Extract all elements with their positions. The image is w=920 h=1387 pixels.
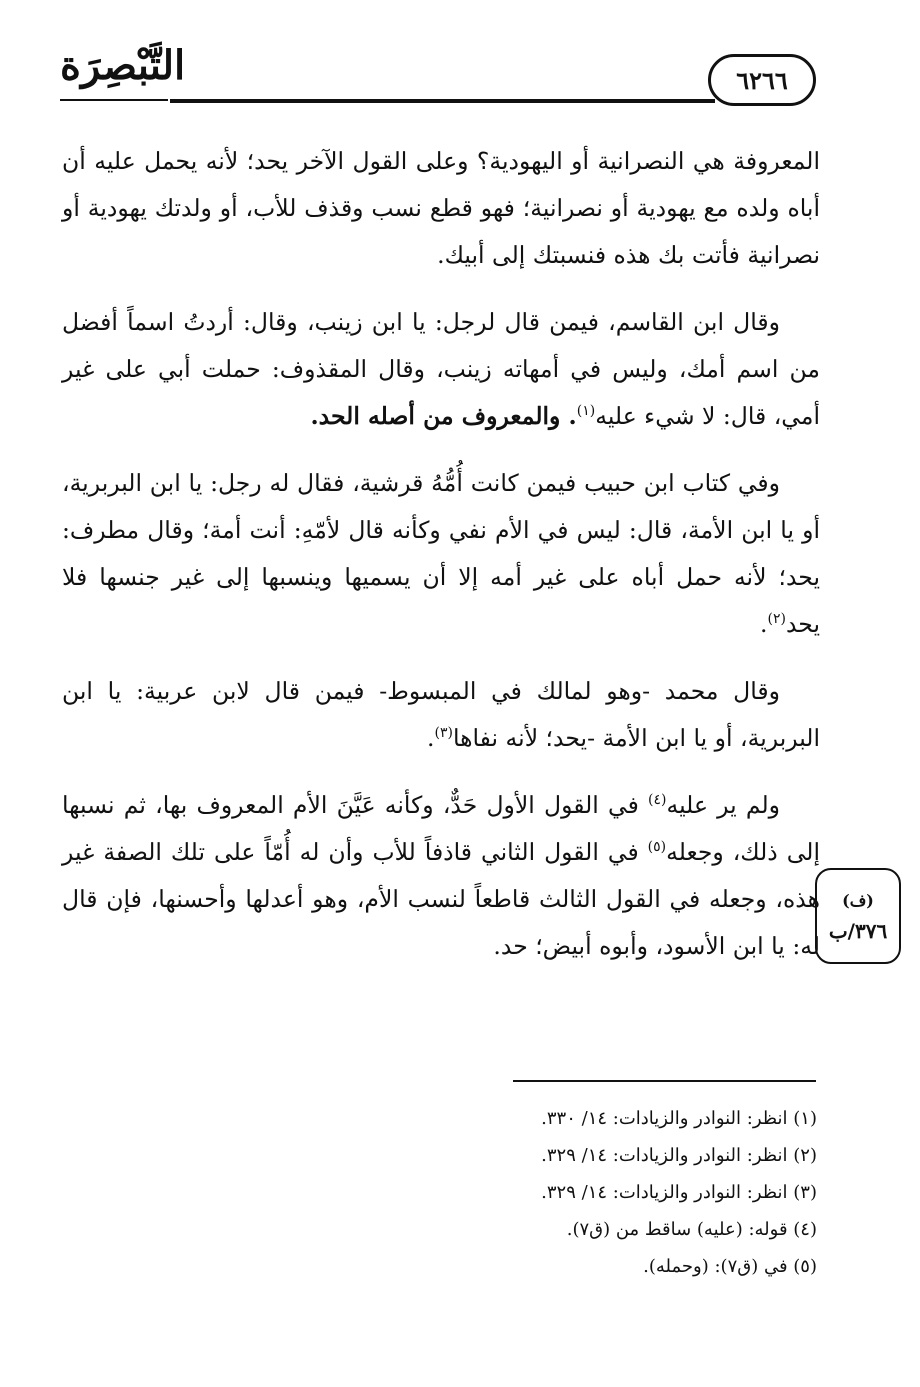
footnote-ref-3: (٣) xyxy=(434,725,453,742)
footnote-ref-5: (٥) xyxy=(647,839,667,856)
footnote-4: (٤) قوله: (عليه) ساقط من (ق٧). xyxy=(566,1219,817,1240)
footnote-2: (٢) انظر: النوادر والزيادات: ١٤/ ٣٢٩. xyxy=(541,1145,817,1166)
paragraph-4 xyxy=(62,668,820,762)
paragraph-5-text-c: في القول الثاني قاذفاً للأب وأن له أُمّاً على تلك الصفة غير هذه، وجعله في القول الثالث قاطعاً لنسب الأم، وهو أعدلها وأحسنها، فإن قال له: يا ابن الأسود، وأبوه أبيض؛ حد. xyxy=(62,838,820,960)
paragraph-5 xyxy=(62,782,820,970)
page-number: ٦٢٦٦ xyxy=(708,54,816,106)
margin-note-label: (ف) xyxy=(842,891,874,910)
margin-note-folio: ٣٧٦/ب xyxy=(828,919,888,943)
paragraph-4-tail: . xyxy=(426,724,435,752)
paragraph-3 xyxy=(62,460,820,648)
book-title: التَّبْصِرَة xyxy=(60,42,186,89)
footnote-5: (٥) في (ق٧): (وحمله). xyxy=(643,1256,817,1277)
footnote-3: (٣) انظر: النوادر والزيادات: ١٤/ ٣٢٩. xyxy=(541,1182,817,1203)
paragraph-5-text-b: في القول الأول حَدٌّ، وكأنه عَيَّنَ الأم المعروف بها، ثم نسبها إلى ذلك، وجعله xyxy=(62,791,820,866)
paragraph-3-tail: . xyxy=(760,610,768,638)
footnote-ref-1: (١) xyxy=(576,403,596,420)
footnote-ref-4: (٤) xyxy=(648,792,667,809)
footnote-separator xyxy=(513,1080,816,1082)
paragraph-1: المعروفة هي النصرانية أو اليهودية؟ وعلى القول الآخر يحد؛ لأنه يحمل عليه أن أباه ولده مع يهودية أو نصرانية؛ فهو قطع نسب وقذف للأب، أو ولدتك يهودية أو نصرانية فأتت بك هذه فنسبتك إلى أبيك. xyxy=(62,147,820,269)
paragraph-2 xyxy=(62,299,820,440)
paragraph-4-text: وقال محمد -وهو لمالك في المبسوط- فيمن قال لابن عربية: يا ابن البربرية، أو يا ابن الأمة -يحد؛ لأنه نفاها xyxy=(62,677,820,752)
main-text xyxy=(62,138,820,990)
manuscript-margin-note xyxy=(815,868,901,964)
footnote-1: (١) انظر: النوادر والزيادات: ١٤/ ٣٣٠. xyxy=(541,1108,817,1129)
paragraph-2-text: وقال ابن القاسم، فيمن قال لرجل: يا ابن زينب، وقال: أردتُ اسماً أفضل من اسم أمك، وليس في أمهاته زينب، وقال المقذوف: حملت أبي على غير أمي، قال: لا شيء عليه xyxy=(62,308,820,430)
paragraph-5-text-a: ولم ير عليه xyxy=(666,791,780,819)
footnote-ref-2: (٢) xyxy=(767,611,786,628)
paragraph-2-tail: . والمعروف من أصله الحد. xyxy=(310,402,577,430)
footnotes xyxy=(320,1100,817,1285)
paragraph-3-text: وفي كتاب ابن حبيب فيمن كانت أُمُّهُ قرشية، فقال له رجل: يا ابن البربرية، أو يا ابن الأمة، قال: ليس في الأم نفي وكأنه قال لأمّهِ: أنت أمة؛ وقال مطرف: يحد؛ لأنه حمل أباه على غير أمه إلا أن يسميها وينسبها إلى غير جنسها فلا يحد xyxy=(62,469,820,638)
page-header xyxy=(60,40,820,110)
header-rule xyxy=(170,99,715,103)
header-rule-left xyxy=(60,99,168,101)
